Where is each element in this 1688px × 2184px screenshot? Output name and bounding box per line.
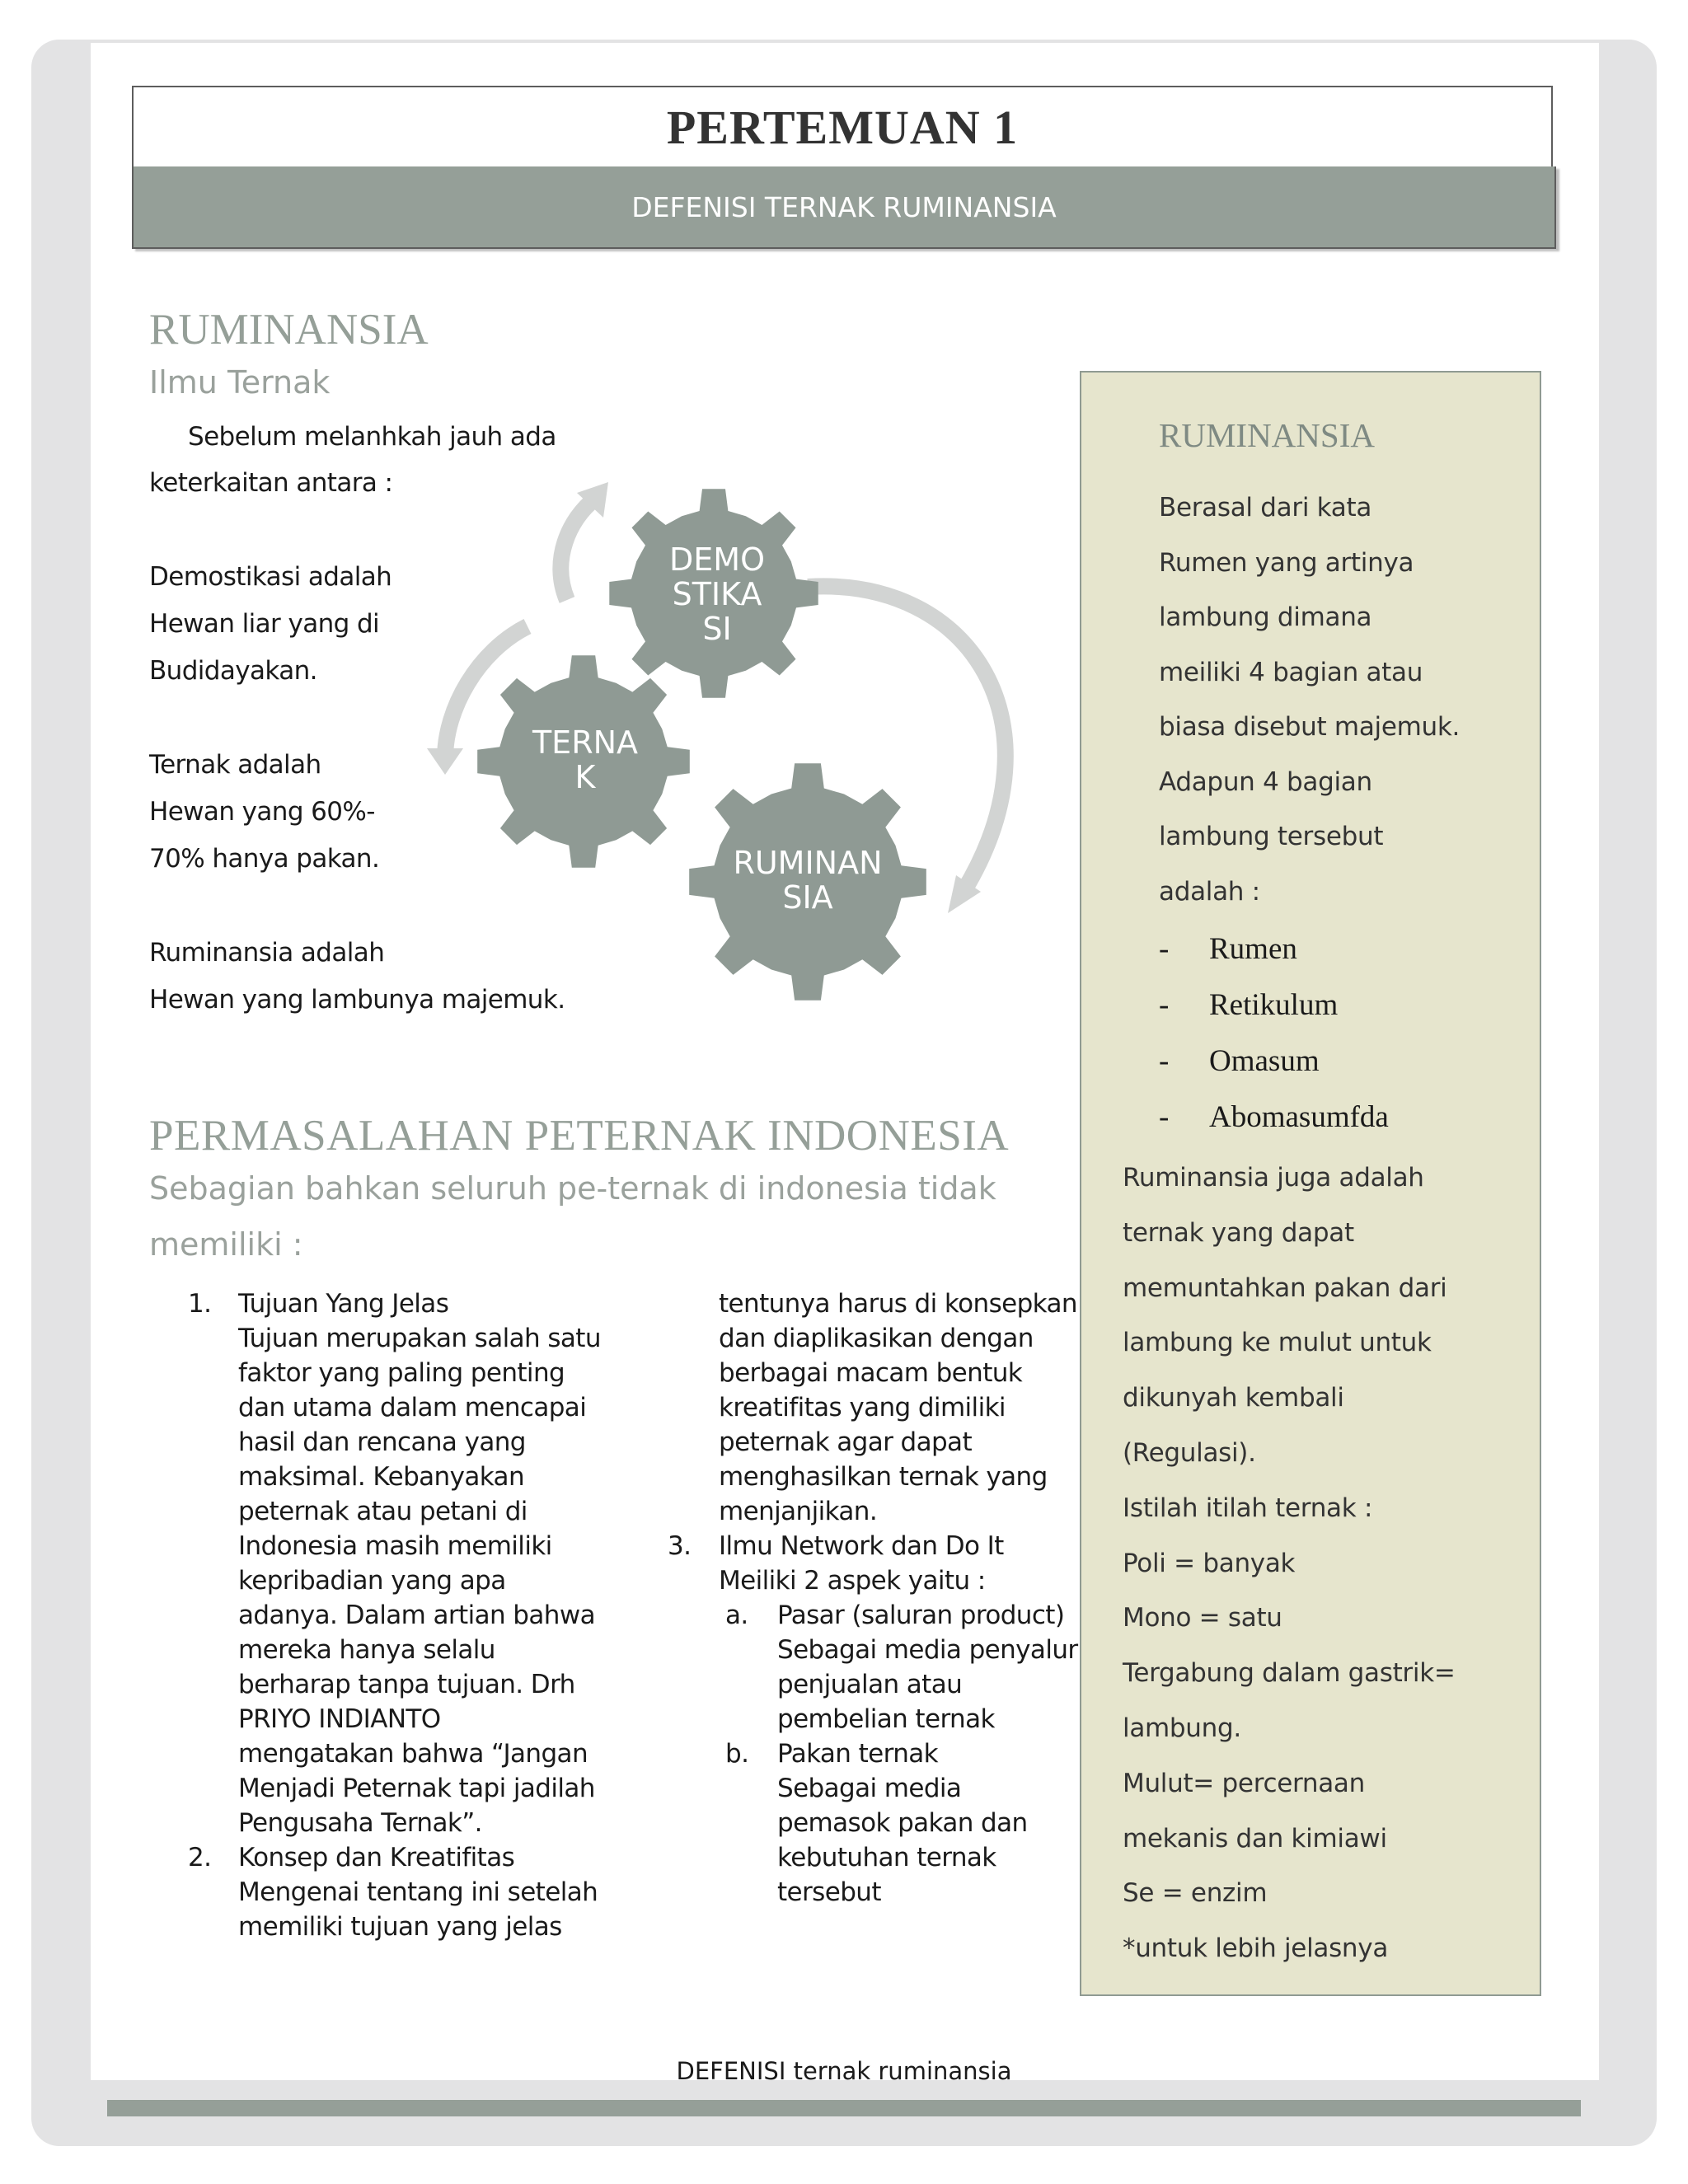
list-item <box>188 1563 617 1598</box>
list-text: adanya. Dalam artian bahwa <box>238 1601 595 1630</box>
list-marker: 2. <box>188 1843 212 1872</box>
list-item <box>668 1875 1063 1910</box>
problems-list-right <box>668 1286 1078 1910</box>
list-item <box>668 1460 1063 1494</box>
list-text: pembelian ternak <box>777 1704 995 1734</box>
sidebar-line: *untuk lebih jelasnya <box>1123 1933 1389 1964</box>
list-text: peternak atau petani di <box>238 1497 528 1526</box>
list-text: Pakan ternak <box>777 1739 939 1769</box>
list-text: Ilmu Network dan Do It <box>719 1531 1004 1561</box>
sidebar-line: memuntahkan pakan dari <box>1123 1272 1447 1303</box>
sidebar-line: Rumen yang artinya <box>1159 547 1414 578</box>
list-item <box>188 1286 617 1321</box>
list-text: memiliki tujuan yang jelas <box>238 1912 562 1942</box>
list-text: Konsep dan Kreatifitas <box>238 1843 515 1872</box>
list-text: maksimal. Kebanyakan <box>238 1462 524 1492</box>
list-item <box>188 1633 617 1667</box>
gear-label-demostikasi: DEMO STIKA SI <box>669 541 765 647</box>
list-item <box>188 1910 617 1944</box>
sidebar-line: Istilah itilah ternak : <box>1123 1493 1373 1523</box>
sidebar-line: Poli = banyak <box>1123 1548 1296 1578</box>
list-text: Tujuan merupakan salah satu <box>238 1324 601 1353</box>
intro-line: Demostikasi adalah <box>149 562 392 592</box>
intro-line: Hewan liar yang di <box>149 609 380 639</box>
list-text: faktor yang paling penting <box>238 1358 565 1388</box>
list-item <box>188 1875 617 1910</box>
intro-line: keterkaitan antara : <box>149 468 393 498</box>
list-marker: 3. <box>668 1531 692 1561</box>
sidebar-line: dikunyah kembali <box>1123 1383 1344 1413</box>
list-item <box>188 1702 617 1736</box>
intro-line: Ternak adalah <box>149 750 321 780</box>
list-text: Meiliki 2 aspek yaitu : <box>719 1566 986 1596</box>
list-item <box>668 1840 1063 1875</box>
list-item <box>188 1494 617 1529</box>
list-text: kebutuhan ternak <box>777 1843 996 1872</box>
intro-line: 70% hanya pakan. <box>149 844 380 874</box>
list-text: Pengusaha Ternak”. <box>238 1808 482 1838</box>
cycle-arrow-ternak-to-demostikasi <box>560 499 595 600</box>
sidebar-line: lambung tersebut <box>1159 822 1384 851</box>
list-item <box>668 1667 1063 1702</box>
list-item <box>188 1667 617 1702</box>
sidebar-line: biasa disebut majemuk. <box>1159 712 1461 742</box>
list-text: penjualan atau <box>777 1670 963 1699</box>
footer-bar <box>107 2100 1581 2116</box>
list-text: Sebagai media penyalur <box>777 1635 1078 1665</box>
sidebar-line: Se = enzim <box>1123 1878 1268 1909</box>
list-item <box>188 1771 617 1806</box>
arrowhead <box>427 748 463 775</box>
sidebar-line: lambung ke mulut untuk <box>1123 1328 1432 1358</box>
list-item <box>188 1321 617 1356</box>
list-text: menjanjikan. <box>719 1497 878 1526</box>
sidebar-line: Adapun 4 bagian <box>1159 766 1372 797</box>
list-text: dan diaplikasikan dengan <box>719 1324 1034 1353</box>
list-text: Pasar (saluran product) <box>777 1601 1065 1630</box>
list-item <box>188 1736 617 1771</box>
list-text: berharap tanpa tujuan. Drh <box>238 1670 575 1699</box>
list-text: Tujuan Yang Jelas <box>238 1289 449 1319</box>
list-marker: 1. <box>188 1289 212 1319</box>
problems-subheading: Sebagian bahkan seluruh pe-ternak di indonesia tidak <box>149 1170 996 1207</box>
list-item <box>668 1286 1077 1321</box>
list-marker: a. <box>725 1601 748 1630</box>
list-text: Mengenai tentang ini setelah <box>238 1877 598 1907</box>
sidebar-bullet-marker: - <box>1159 932 1170 966</box>
problems-subheading-cont: memiliki : <box>149 1226 303 1263</box>
list-item <box>668 1702 1063 1736</box>
list-item <box>188 1390 617 1425</box>
list-text: kepribadian yang apa <box>238 1566 506 1596</box>
list-item <box>188 1598 617 1633</box>
list-item <box>668 1806 1063 1840</box>
list-item <box>188 1425 617 1460</box>
list-item <box>668 1598 1063 1633</box>
list-text: Indonesia masih memiliki <box>238 1531 552 1561</box>
list-text: kreatifitas yang dimiliki <box>719 1393 1006 1422</box>
sidebar-heading: RUMINANSIA <box>1159 416 1375 454</box>
sidebar-line: Mono = satu <box>1123 1603 1282 1633</box>
sidebar-line: Ruminansia juga adalah <box>1123 1163 1424 1193</box>
sidebar-line: lambung. <box>1123 1713 1241 1743</box>
list-text: Sebagai media <box>777 1774 962 1803</box>
sidebar-line: Tergabung dalam gastrik= <box>1123 1658 1456 1689</box>
list-text: berbagai macam bentuk <box>719 1358 1023 1388</box>
list-item <box>188 1529 617 1563</box>
list-item <box>188 1356 617 1390</box>
list-item <box>668 1563 1063 1598</box>
sidebar-bullet: Retikulum <box>1209 988 1339 1022</box>
list-text: dan utama dalam mencapai <box>238 1393 587 1422</box>
sidebar-line: (Regulasi). <box>1123 1438 1256 1468</box>
list-item <box>668 1494 1063 1529</box>
intro-line: Ruminansia adalah <box>149 938 385 968</box>
sidebar-line: adalah : <box>1159 876 1260 907</box>
page-subtitle: DEFENISI TERNAK RUMINANSIA <box>631 190 1057 223</box>
list-text: peternak agar dapat <box>719 1427 973 1457</box>
list-item <box>668 1771 1063 1806</box>
sidebar-line: meiliki 4 bagian atau <box>1159 657 1423 687</box>
page-title: PERTEMUAN 1 <box>666 100 1019 154</box>
list-item <box>188 1840 617 1875</box>
intro-line: Budidayakan. <box>149 656 317 686</box>
list-item <box>668 1529 1063 1563</box>
list-text: mereka hanya selalu <box>238 1635 495 1665</box>
problems-list-left <box>188 1286 617 1944</box>
sidebar-bullet: Omasum <box>1209 1044 1320 1078</box>
footer-text: DEFENISI ternak ruminansia <box>676 2057 1012 2085</box>
intro-line: Hewan yang 60%- <box>149 797 375 827</box>
list-text: hasil dan rencana yang <box>238 1427 526 1457</box>
problems-heading: PERMASALAHAN PETERNAK INDONESIA <box>149 1112 1010 1160</box>
list-item <box>188 1460 617 1494</box>
list-item <box>188 1806 617 1840</box>
intro-heading: RUMINANSIA <box>149 306 429 354</box>
list-item <box>668 1321 1063 1356</box>
list-text: tersebut <box>777 1877 881 1907</box>
list-text: Menjadi Peternak tapi jadilah <box>238 1774 595 1803</box>
list-text: pemasok pakan dan <box>777 1808 1028 1838</box>
sidebar-line: ternak yang dapat <box>1123 1217 1354 1248</box>
list-text: menghasilkan ternak yang <box>719 1462 1048 1492</box>
gear-label-ruminansia: RUMINAN SIA <box>733 845 883 916</box>
sidebar-bullet-marker: - <box>1159 988 1170 1022</box>
list-item <box>668 1390 1063 1425</box>
sidebar-line: lambung dimana <box>1159 602 1372 632</box>
sidebar-line: Berasal dari kata <box>1159 493 1372 523</box>
gear-label-ternak: TERNA K <box>532 724 639 795</box>
sidebar-bullet: Abomasumfda <box>1209 1100 1389 1134</box>
list-item <box>668 1356 1063 1390</box>
list-marker: b. <box>725 1739 749 1769</box>
sidebar-bullet-marker: - <box>1159 1100 1170 1134</box>
intro-subheading: Ilmu Ternak <box>149 364 331 401</box>
list-item <box>668 1425 1063 1460</box>
intro-line: Hewan yang lambunya majemuk. <box>149 985 565 1015</box>
list-text: tentunya harus di konsepkan <box>719 1289 1077 1319</box>
list-text: PRIYO INDIANTO <box>238 1704 441 1734</box>
sidebar-bullet: Rumen <box>1209 932 1297 966</box>
sidebar-line: mekanis dan kimiawi <box>1123 1823 1387 1854</box>
sidebar-bullet-marker: - <box>1159 1044 1170 1078</box>
intro-line: Sebelum melanhkah jauh ada <box>188 422 556 452</box>
list-item <box>668 1736 1063 1771</box>
list-item <box>668 1633 1078 1667</box>
list-text: mengatakan bahwa “Jangan <box>238 1739 588 1769</box>
sidebar-line: Mulut= percernaan <box>1123 1768 1365 1798</box>
